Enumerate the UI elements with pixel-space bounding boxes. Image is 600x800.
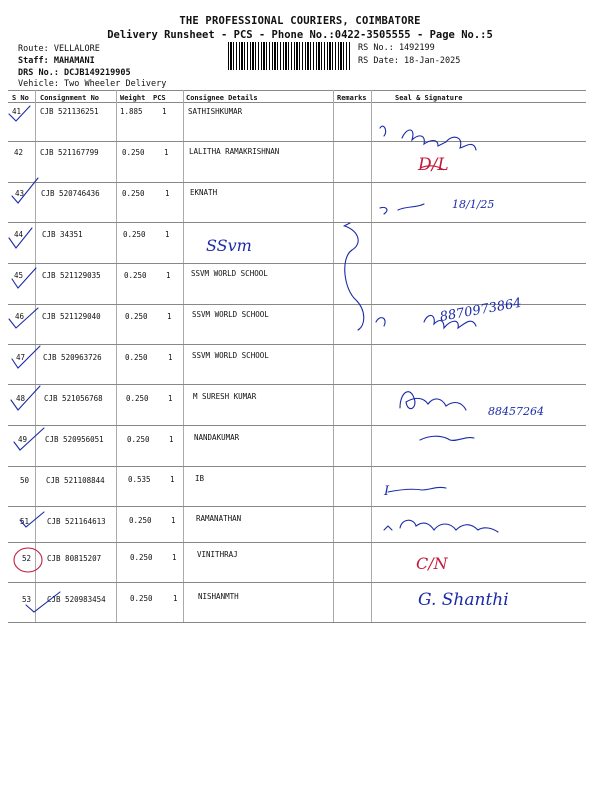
row-consignment: CJB 521136251: [40, 107, 99, 116]
row-sno: 43: [15, 189, 25, 198]
rs-date: RS Date: 18-Jan-2025: [358, 56, 461, 66]
row-pcs: 1: [170, 475, 175, 484]
row-consignee: SATHISHKUMAR: [188, 107, 243, 116]
row-consignment: CJB 521129035: [42, 271, 101, 280]
handwritten-note-52: C/N: [416, 554, 448, 573]
row-sno: 47: [16, 353, 26, 362]
row-weight: 0.250: [127, 435, 150, 444]
row-weight: 0.250: [124, 271, 147, 280]
col-header-signature: Seal & Signature: [395, 94, 463, 102]
row-consignment: CJB 520963726: [43, 353, 102, 362]
row-consignment: CJB 34351: [42, 230, 83, 239]
row-weight: 0.250: [123, 230, 146, 239]
row-pcs: 1: [162, 107, 167, 116]
row-pcs: 1: [168, 394, 173, 403]
row-weight: 0.250: [125, 312, 148, 321]
route-label: Route: VELLALORE: [18, 44, 100, 54]
row-weight: 0.250: [126, 394, 149, 403]
row-pcs: 1: [171, 516, 176, 525]
row-sno: 46: [15, 312, 25, 321]
row-weight: 0.250: [129, 516, 152, 525]
row-weight: 0.250: [122, 148, 145, 157]
row-consignee: SSVM WORLD SCHOOL: [192, 310, 269, 319]
row-sno: 48: [16, 394, 26, 403]
row-consignee: M SURESH KUMAR: [193, 392, 257, 401]
col-header-consignment: Consignment No: [40, 94, 100, 102]
handwritten-signature-53: G. Shanthi: [418, 590, 509, 610]
handwritten-note-50: I: [384, 484, 390, 499]
handwritten-date-43: 18/1/25: [452, 198, 495, 211]
row-consignment: CJB 521108844: [46, 476, 105, 485]
row-pcs: 1: [166, 271, 171, 280]
row-consignment: CJB 520956051: [45, 435, 104, 444]
row-sno: 49: [18, 435, 28, 444]
row-consignment: CJB 521164613: [47, 517, 106, 526]
row-pcs: 1: [168, 353, 173, 362]
row-weight: 1.885: [120, 107, 143, 116]
row-sno: 42: [14, 148, 24, 157]
document-title: THE PROFESSIONAL COURIERS, COIMBATORE: [179, 15, 421, 27]
row-pcs: 1: [164, 148, 169, 157]
row-consignee: LALITHA RAMAKRISHNAN: [189, 147, 280, 156]
col-header-weight: Weight: [120, 94, 146, 102]
col-header-remarks: Remarks: [337, 94, 367, 102]
row-pcs: 1: [167, 312, 172, 321]
row-sno: 53: [22, 595, 32, 604]
row-weight: 0.250: [130, 553, 153, 562]
row-weight: 0.250: [130, 594, 153, 603]
handwritten-phone-46: 8870973864: [438, 295, 523, 325]
row-consignee: SSVM WORLD SCHOOL: [191, 269, 268, 278]
vehicle-label: Vehicle: Two Wheeler Delivery: [18, 79, 167, 89]
drs-number: DRS No.: DCJB149219905: [18, 68, 131, 78]
row-consignment: CJB 80815207: [47, 554, 102, 563]
row-weight: 0.535: [128, 475, 151, 484]
row-sno: 41: [12, 107, 22, 116]
row-consignee: EKNATH: [190, 188, 218, 197]
row-consignee: SSVM WORLD SCHOOL: [192, 351, 269, 360]
row-consignee: NISHANMTH: [198, 592, 239, 601]
handwritten-note-44: SSvm: [206, 236, 252, 255]
row-consignee: IB: [195, 474, 205, 483]
row-weight: 0.250: [122, 189, 145, 198]
row-consignment: CJB 520983454: [47, 595, 106, 604]
row-pcs: 1: [169, 435, 174, 444]
row-consignment: CJB 521167799: [40, 148, 99, 157]
row-sno: 44: [14, 230, 24, 239]
handwritten-note-42: D/L: [418, 155, 449, 175]
row-pcs: 1: [165, 189, 170, 198]
col-header-sno: S No: [12, 94, 29, 102]
row-sno: 45: [14, 271, 24, 280]
row-pcs: 1: [173, 594, 178, 603]
handwritten-phone-48: 88457264: [488, 405, 544, 418]
row-sno: 52: [22, 554, 32, 563]
row-sno: 51: [20, 517, 30, 526]
col-header-consignee: Consignee Details: [186, 94, 258, 102]
row-weight: 0.250: [125, 353, 148, 362]
document-subtitle: Delivery Runsheet - PCS - Phone No.:0422-3505555 - Page No.:5: [107, 29, 493, 41]
row-consignment: CJB 520746436: [41, 189, 100, 198]
row-consignee: NANDAKUMAR: [194, 433, 240, 442]
staff-label: Staff: MAHAMANI: [18, 56, 95, 66]
row-pcs: 1: [172, 553, 177, 562]
row-consignment: CJB 521056768: [44, 394, 103, 403]
row-sno: 50: [20, 476, 30, 485]
rs-number: RS No.: 1492199: [358, 43, 435, 53]
col-header-pcs: PCS: [153, 94, 166, 102]
row-pcs: 1: [165, 230, 170, 239]
row-consignee: RAMANATHAN: [196, 514, 242, 523]
row-consignment: CJB 521129040: [42, 312, 101, 321]
row-consignee: VINITHRAJ: [197, 550, 238, 559]
